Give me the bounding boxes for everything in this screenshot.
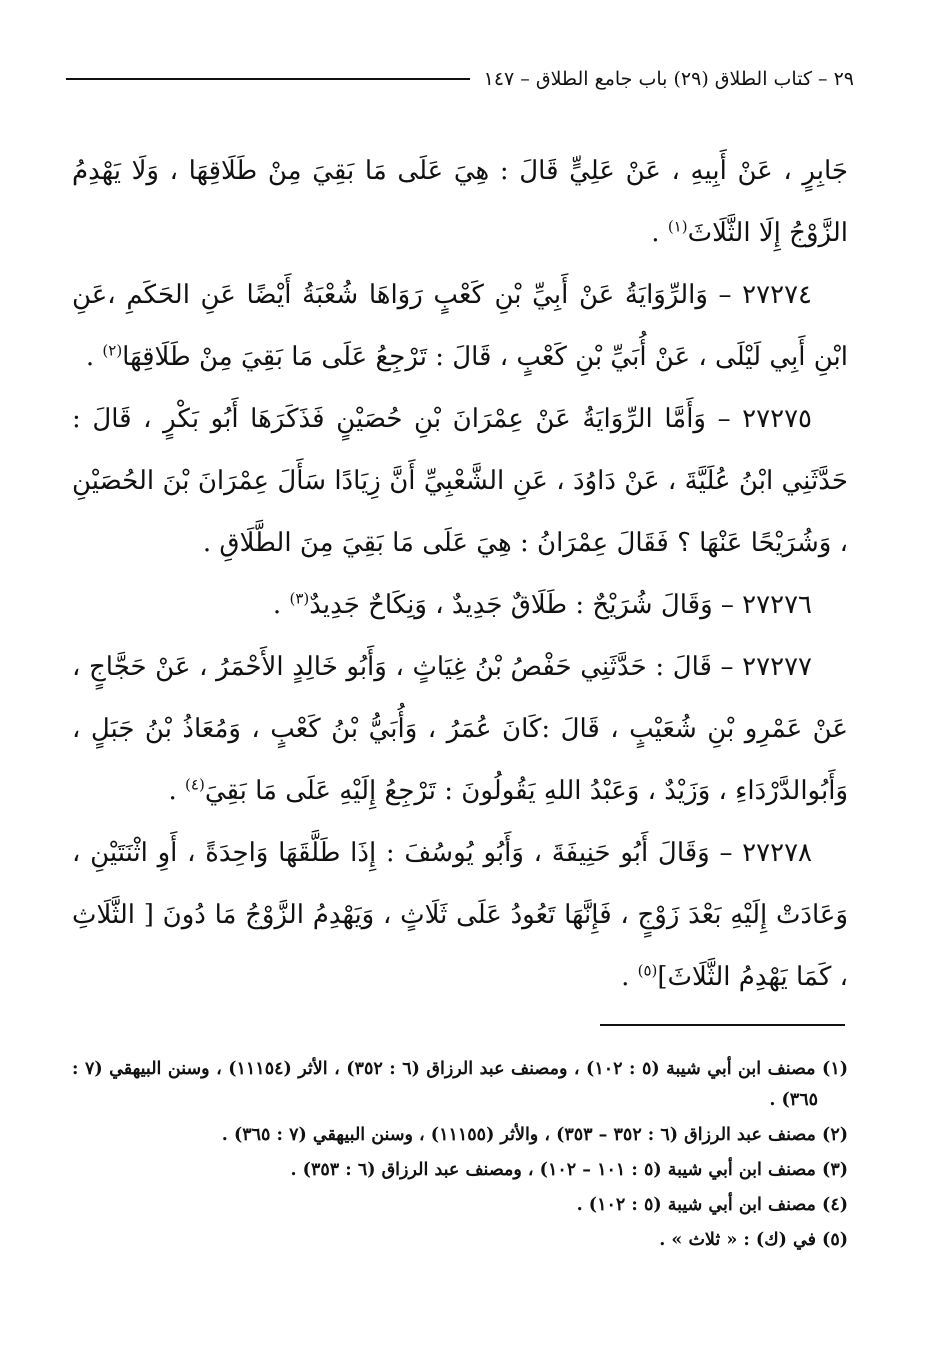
paragraph: [72, 140, 848, 264]
paragraph-text: جَابِرٍ ، عَنْ أَبِيهِ ، عَنْ عَلِيٍّ قَالَ : هِيَ عَلَى مَا بَقِيَ مِنْ طَلَاقِهَا ، وَلَا يَهْدِمُ الزَّوْجُ إِلَا الثَّلَاثَ: [72, 156, 848, 248]
paragraph-text: ٢٧٢٧٧ – قَالَ : حَدَّثَنِي حَفْصُ بْنُ غِيَاثٍ ، وَأَبُو خَالِدٍ الأَحْمَرُ ، عَنْ حَجَّاجٍ ، عَنْ عَمْرِو بْنِ شُعَيْبٍ ، قَالَ :كَانَ عُمَرُ ، وَأُبَيُّ بْنُ كَعْبٍ ، وَمُعَاذُ بْنُ جَبَلٍ ، وَأَبُوالدَّرْدَاءِ ، وَزَيْدٌ ، وَعَبْدُ اللهِ يَقُولُونَ : تَرْجِعُ إِلَيْهِ عَلَى مَا بَقِيَ: [72, 652, 848, 806]
footnote: (٣) مصنف ابن أبي شيبة (٥ : ١٠١ – ١٠٢) ، ومصنف عبد الرزاق (٦ : ٣٥٣) .: [290, 1160, 848, 1180]
paragraph-tail: .: [85, 342, 103, 372]
paragraph-text: ٢٧٢٧٥ – وَأَمَّا الرِّوَايَةُ عَنْ عِمْرَانَ بْنِ حُصَيْنٍ فَذَكَرَهَا أَبُو بَكْرٍ ، قَالَ : حَدَّثَنِي ابْنُ عُلَيَّةَ ، عَنْ دَاوُدَ ، عَنِ الشَّعْبِيِّ أَنَّ زِيَادًا سَأَلَ عِمْرَانَ بْنَ الحُصَيْنِ ، وَشُرَيْحًا عَنْهَا ؟ فَقَالَ عِمْرَانُ : هِيَ عَلَى مَا بَقِيَ مِنَ الطَّلَاقِ .: [72, 404, 848, 558]
footnote-marker: (٢): [102, 341, 123, 360]
paragraph-tail: .: [651, 218, 668, 248]
paragraph: [72, 574, 848, 636]
header-rule: [66, 78, 470, 80]
page-header: [66, 62, 854, 96]
paragraph-text: ٢٧٢٧٤ – وَالرِّوَايَةُ عَنْ أَبِيِّ بْنِ كَعْبٍ رَوَاهَا شُعْبَةُ أَيْضًا عَنِ الحَكَمِ ،عَنِ ابْنِ أَبِي لَيْلَى ، عَنْ أُبَيِّ بْنِ كَعْبٍ ، قَالَ : تَرْجِعُ عَلَى مَا بَقِيَ مِنْ طَلَاقِهَا: [72, 280, 848, 372]
footnote-marker: (٥): [637, 961, 658, 980]
footnote-marker: (١): [667, 217, 688, 236]
running-title: ٢٩ – كتاب الطلاق (٢٩) باب جامع الطلاق – ١٤٧: [483, 68, 854, 90]
paragraph-tail: .: [168, 776, 186, 806]
paragraph: [72, 636, 848, 822]
paragraph-tail: .: [621, 962, 638, 992]
footnote-marker: (٣): [289, 589, 310, 608]
footnote: (٢) مصنف عبد الرزاق (٦ : ٣٥٢ – ٣٥٣) ، والأثر (١١١٥٥) ، وسنن البيهقي (٧ : ٣٦٥) .: [221, 1125, 848, 1145]
footnote-separator: [600, 1024, 845, 1026]
paragraph-text: ٢٧٢٧٨ – وَقَالَ أَبُو حَنِيفَةَ ، وَأَبُو يُوسُفَ : إِذَا طَلَّقَهَا وَاحِدَةً ، أَوِ اثْنَتَيْنِ ، وَعَادَتْ إِلَيْهِ بَعْدَ زَوْجٍ ، فَإِنَّهَا تَعُودُ عَلَى ثَلَاثٍ ، وَيَهْدِمُ الزَّوْجُ مَا دُونَ [ الثَّلَاثِ ، كَمَا يَهْدِمُ الثَّلَاثَ]: [72, 838, 848, 992]
paragraph-text: ٢٧٢٧٦ – وَقَالَ شُرَيْحٌ : طَلَاقٌ جَدِيدٌ ، وَنِكَاحٌ جَدِيدٌ: [309, 590, 812, 620]
paragraph: [72, 822, 848, 1008]
paragraph-tail: .: [272, 590, 290, 620]
footnote: (١) مصنف ابن أبي شيبة (٥ : ١٠٢) ، ومصنف عبد الرزاق (٦ : ٣٥٢) ، الأثر (١١١٥٤) ، وسنن البيهقي (٧ : ٣٦٥) .: [72, 1059, 848, 1110]
paragraph: [72, 388, 848, 574]
footnote: (٥) في (ك) : « ثلاث » .: [659, 1230, 848, 1250]
main-text: [72, 140, 848, 1008]
footnote-marker: (٤): [185, 775, 205, 794]
footnote: (٤) مصنف ابن أبي شيبة (٥ : ١٠٢) .: [576, 1195, 848, 1215]
paragraph: [72, 264, 848, 388]
footnotes: [72, 1054, 848, 1260]
